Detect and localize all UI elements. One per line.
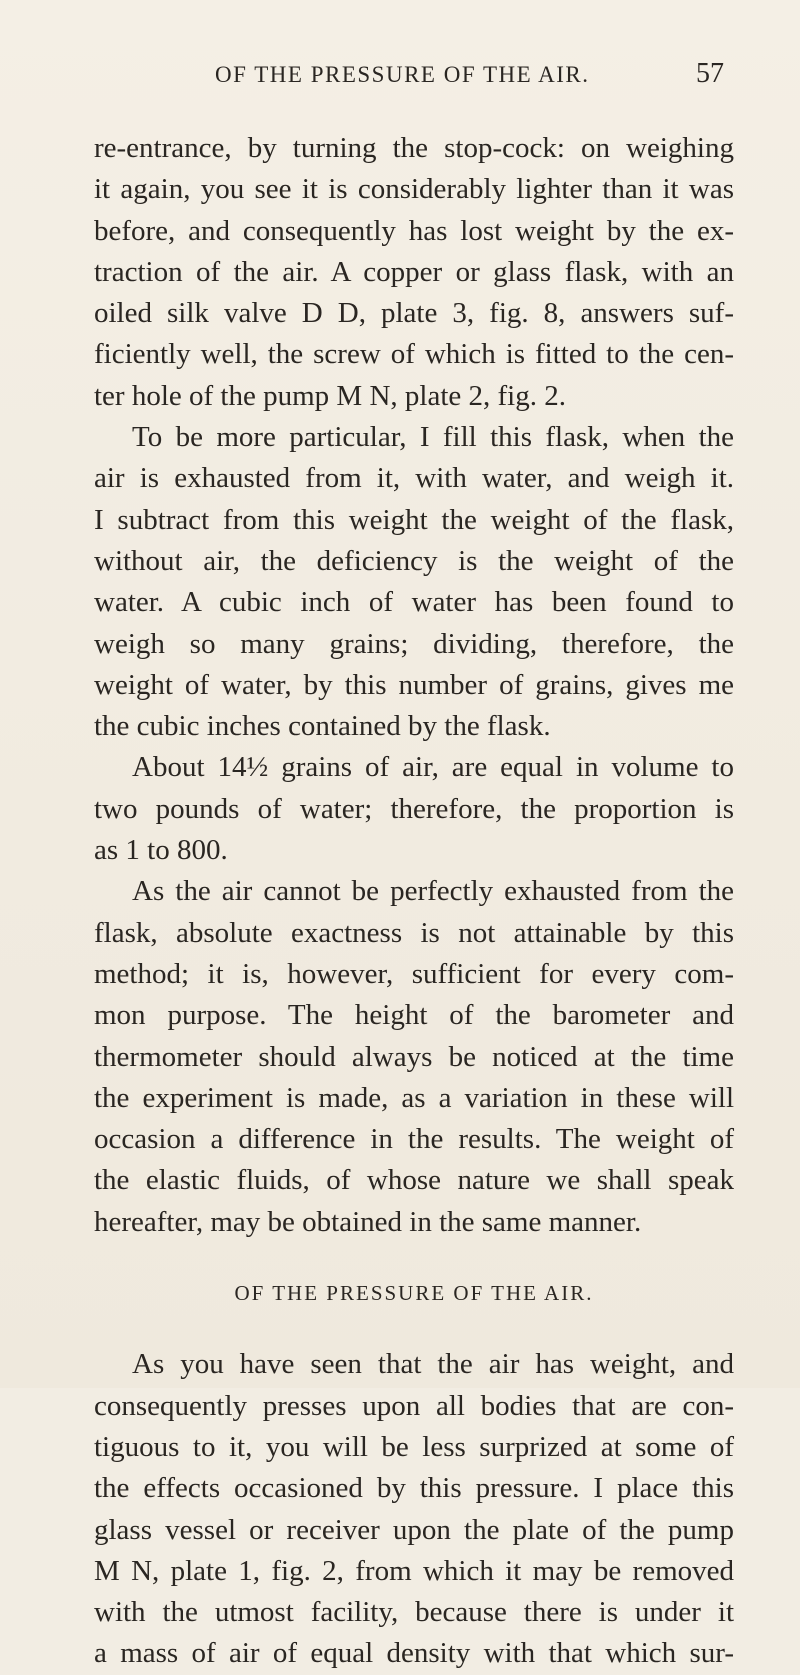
text-line: flask, absolute exactness is not attainable by this: [94, 916, 734, 949]
text-line: To be more particular, I fill this flask, when the: [132, 421, 734, 454]
text-line: as 1 to 800.: [94, 834, 228, 867]
paragraph: [94, 1344, 734, 1674]
section-title: OF THE PRESSURE OF THE AIR.: [234, 1281, 594, 1306]
text-line: re-entrance, by turning the stop-cock: on weighing: [94, 132, 734, 164]
paragraph: [94, 747, 734, 871]
text-line: tiguous to it, you will be less surprized at some of: [94, 1430, 734, 1463]
text-line: air is exhausted from it, with water, and weigh it.: [94, 462, 734, 495]
text-line: a mass of air of equal density with that which sur-: [94, 1637, 734, 1670]
paragraph-continuation: [94, 128, 734, 417]
text-line: it again, you see it is considerably lighter than it was: [94, 173, 734, 206]
text-line: ficiently well, the screw of which is fitted to the cen-: [94, 338, 734, 371]
text-line: the effects occasioned by this pressure. I place this: [94, 1472, 734, 1505]
text-line: As you have seen that the air has weight, and: [132, 1348, 734, 1381]
text-line: with the utmost facility, because there is under it: [94, 1596, 734, 1629]
running-head: OF THE PRESSURE OF THE AIR.: [215, 62, 590, 87]
text-line: two pounds of water; therefore, the proportion is: [94, 792, 734, 825]
text-line: As the air cannot be perfectly exhausted from the: [132, 875, 734, 908]
paragraph: [94, 871, 734, 1243]
text-line: oiled silk valve D D, plate 3, fig. 8, answers suf-: [94, 297, 734, 330]
text-line: thermometer should always be noticed at the time: [94, 1040, 734, 1073]
text-line: method; it is, however, sufficient for every com-: [94, 957, 734, 990]
text-line: hereafter, may be obtained in the same manner.: [94, 1205, 642, 1238]
text-line: water. A cubic inch of water has been found to: [94, 586, 734, 619]
text-line: traction of the air. A copper or glass flask, with an: [94, 255, 734, 288]
text-line: About 14½ grains of air, are equal in volume to: [132, 751, 734, 784]
text-line: the cubic inches contained by the flask.: [94, 710, 551, 743]
text-line: mon purpose. The height of the barometer and: [94, 999, 734, 1032]
text-line: I subtract from this weight the weight of the flask,: [94, 503, 734, 536]
text-line: M N, plate 1, fig. 2, from which it may be removed: [94, 1554, 734, 1587]
text-line: weight of water, by this number of grains, gives me: [94, 668, 734, 701]
paragraph: [94, 417, 734, 747]
page-number: 57: [696, 58, 724, 89]
text-line: before, and consequently has lost weight by the ex-: [94, 214, 734, 247]
body-text: [94, 128, 734, 1675]
text-line: ter hole of the pump M N, plate 2, fig. 2.: [94, 379, 566, 412]
text-line: the experiment is made, as a variation in these will: [94, 1081, 734, 1114]
text-line: consequently presses upon all bodies that are con-: [94, 1389, 734, 1422]
text-line: without air, the deficiency is the weight of the: [94, 544, 734, 577]
text-line: weigh so many grains; dividing, therefore, the: [94, 627, 734, 660]
text-line: the elastic fluids, of whose nature we shall speak: [94, 1164, 734, 1197]
text-line: glass vessel or receiver upon the plate of the pump: [94, 1513, 734, 1546]
text-line: occasion a difference in the results. The weight of: [94, 1123, 734, 1156]
